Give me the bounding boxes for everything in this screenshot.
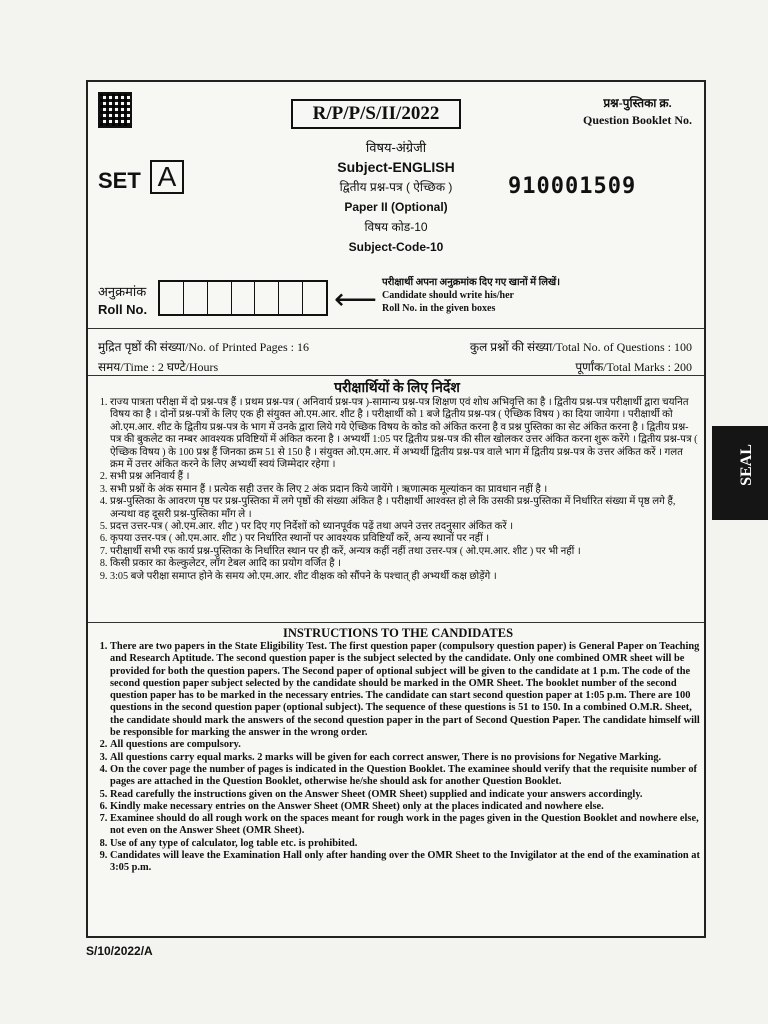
instruction-item: 9. Candidates will leave the Examination Hall only after handing over the OMR Sheet to the Invigilator at the end of the examination at 3:05 p.m. — [110, 850, 700, 875]
divider — [88, 622, 704, 623]
printed-pages: मुद्रित पृष्ठों की संख्या/No. of Printed Pages : 16 — [98, 340, 310, 354]
instruction-item: 1. There are two papers in the State Eligibility Test. The first question paper (compulsory question paper) is General Paper on Teaching and Research Aptitude. The second question paper is the subject selected by the candidate. Only one combined OMR sheet will be provided for both the question papers. The Second paper of optional subject will be given to the candidate at 1 p.m. The code of the second question paper subject selected by the candidate should be marked in the OMR Sheet. The booklet number of the second question paper has to be marked in the necessary entries. The candidate can start second question paper at 1:05 p.m. There are 100 questions in the second question paper (optional subject). The sequence of these questions is 51 to 150. In a combined O.M.R. Sheet, the candidate should mark the answers of the second question paper in the part of Second Question Paper. The candidate himself will be responsible for marking the answer in the wrong order. — [110, 641, 700, 739]
booklet-number: 910001509 — [508, 174, 637, 199]
divider — [88, 375, 704, 376]
instruction-item: 4. On the cover page the number of pages is indicated in the Question Booklet. The examinee should verify that the requisite number of pages are attached in the Question Booklet, otherwise he/she should ask for another Question Booklet. — [110, 764, 700, 789]
paper-code: R/P/P/S/II/2022 — [291, 99, 461, 129]
instruction-item: 7. Examinee should do all rough work on the spaces meant for rough work in the pages given in the Question Booklet and nowhere else, not even on the Answer Sheet (OMR Sheet). — [110, 813, 700, 838]
instruction-item: 8. किसी प्रकार का केल्कुलेटर, लॉग टेबल आदि का प्रयोग वर्जित है । — [110, 558, 698, 570]
booklet-label-english: Question Booklet No. — [582, 113, 692, 127]
instruction-item: 6. कृपया उत्तर-पत्र ( ओ.एम.आर. शीट ) पर निर्धारित स्थानों पर आवश्यक प्रविष्टियाँ करें, अन्य स्थानों पर नहीं । — [110, 533, 698, 545]
roll-digit-box[interactable] — [255, 282, 279, 314]
roll-digit-box[interactable] — [232, 282, 256, 314]
roll-digit-box[interactable] — [184, 282, 208, 314]
seal-label: SEAL — [737, 444, 755, 486]
roll-label-english: Roll No. — [98, 302, 148, 317]
footer-code: S/10/2022/A — [86, 944, 153, 958]
roll-note-english-1: Candidate should write his/her — [382, 290, 514, 301]
qr-code — [98, 92, 132, 128]
instruction-item: 4. प्रश्न-पुस्तिका के आवरण पृष्ठ पर प्रश्न-पुस्तिका में लगे पृष्ठों की संख्या अंकित है । परीक्षार्थी आश्वस्त हो ले कि उसकी प्रश्न-पुस्तिका में निर्धारित संख्या में पृष्ठ लगे हैं, अन्यथा वह दूसरी प्रश्न-पुस्तिका माँग ले । — [110, 496, 698, 521]
paper-english: Paper II (Optional) — [344, 200, 448, 214]
booklet-label-hindi: प्रश्न-पुस्तिका क्र. — [603, 96, 672, 110]
english-instructions — [96, 626, 700, 875]
instruction-item: 5. प्रदत्त उत्तर-पत्र ( ओ.एम.आर. शीट ) पर दिए गए निर्देशों को ध्यानपूर्वक पढ़ें तथा अपने उत्तर तदनुसार अंकित करें । — [110, 521, 698, 533]
booklet-label-block — [583, 94, 692, 128]
question-booklet-cover — [86, 80, 706, 938]
subject-code-hindi: विषय कोड-10 — [364, 220, 428, 234]
hindi-instructions-list — [96, 397, 698, 583]
set-value: A — [150, 160, 184, 194]
instruction-item: 9. 3:05 बजे परीक्षा समाप्त होने के समय ओ.एम.आर. शीट वीक्षक को सौंपने के पश्चात् ही अभ्यर्थी कक्ष छोड़ेंगे । — [110, 571, 698, 583]
roll-digit-box[interactable] — [160, 282, 184, 314]
set-label: SET — [98, 168, 141, 193]
roll-digit-box[interactable] — [303, 282, 326, 314]
english-instructions-list — [96, 641, 700, 875]
instruction-item: 3. All questions carry equal marks. 2 marks will be given for each correct answer, There is no provisions for Negative Marking. — [110, 752, 700, 764]
paper-hindi: द्वितीय प्रश्न-पत्र ( ऐच्छिक ) — [339, 180, 453, 194]
roll-digit-box[interactable] — [279, 282, 303, 314]
roll-note-hindi: परीक्षार्थी अपना अनुक्रमांक दिए गए खानों में लिखें। — [382, 277, 560, 288]
instruction-item: 3. सभी प्रश्नों के अंक समान हैं । प्रत्येक सही उत्तर के लिए 2 अंक प्रदान किये जायेंगे । ऋणात्मक मूल्यांकन का प्रावधान नहीं है । — [110, 484, 698, 496]
roll-note-english-2: Roll No. in the given boxes — [382, 303, 496, 314]
instruction-item: 2. All questions are compulsory. — [110, 739, 700, 751]
subject-english: Subject-ENGLISH — [337, 159, 455, 175]
english-instructions-heading: INSTRUCTIONS TO THE CANDIDATES — [282, 626, 514, 640]
divider — [88, 328, 704, 329]
instruction-item: 6. Kindly make necessary entries on the Answer Sheet (OMR Sheet) only at the places indicated and nowhere else. — [110, 801, 700, 813]
total-questions: कुल प्रश्नों की संख्या/Total No. of Questions : 100 — [469, 340, 692, 354]
roll-label-hindi: अनुक्रमांक — [98, 284, 147, 299]
instruction-item: 1. राज्य पात्रता परीक्षा में दो प्रश्न-पत्र हैं । प्रथम प्रश्न-पत्र ( अनिवार्य प्रश्न-पत्र )-सामान्य प्रश्न-पत्र शिक्षण एवं शोध अभिवृत्ति का है । द्वितीय प्रश्न-पत्र परीक्षार्थी द्वारा चयनित विषय का है । दोनों प्रश्न-पत्रों के लिए एक ही संयुक्त ओ.एम.आर. शीट है । परीक्षार्थी को 1 बजे द्वितीय प्रश्न-पत्र ( ऐच्छिक विषय ) का दिया जायेगा । परीक्षार्थी को ओ.एम.आर. शीट के द्वितीय प्रश्न-पत्र के भाग में उनके द्वारा लिये गये ऐच्छिक विषय के कोड को अंकित करना है व प्रश्न पुस्तिका का सेट अंकित करना है । द्वितीय प्रश्न-पत्र की बुकलेट का नम्बर आवश्यक प्रविष्टियों में अंकित करना है । अभ्यर्थी 1:05 पर द्वितीय प्रश्न-पत्र की सील खोलकर उत्तर अंकित करना शुरू करेंगे । द्वितीय प्रश्न-पत्र ( ऐच्छिक विषय ) के 100 प्रश्न हैं जिनका क्रम 51 से 150 है । संयुक्त ओ.एम.आर. में अभ्यर्थी द्वितीय प्रश्न-पत्र वाले भाग में द्वितीय प्रश्न-पत्र के उत्तर अंकित करें । गलत क्रम में उत्तर अंकित करने के लिए अभ्यर्थी स्वयं जिम्मेदार रहेगा । — [110, 397, 698, 471]
subject-code-english: Subject-Code-10 — [348, 240, 444, 254]
left-arrow-icon: ⟵ — [334, 283, 378, 316]
hindi-instructions-heading: परीक्षार्थियों के लिए निर्देश — [334, 381, 460, 396]
instruction-item: 5. Read carefully the instructions given on the Answer Sheet (OMR Sheet) supplied and indicate your answers accordingly. — [110, 789, 700, 801]
instruction-item: 2. सभी प्रश्न अनिवार्य हैं । — [110, 471, 698, 483]
roll-digit-box[interactable] — [208, 282, 232, 314]
time-allowed: समय/Time : 2 घण्टे/Hours — [98, 360, 219, 374]
seal-tab — [712, 426, 768, 520]
roll-number-boxes[interactable] — [158, 280, 328, 316]
hindi-instructions — [96, 378, 698, 583]
total-marks: पूर्णांक/Total Marks : 200 — [575, 360, 692, 374]
subject-hindi: विषय-अंग्रेजी — [365, 140, 427, 155]
instruction-item: 8. Use of any type of calculator, log table etc. is prohibited. — [110, 838, 700, 850]
instruction-item: 7. परीक्षार्थी सभी रफ कार्य प्रश्न-पुस्तिका के निर्धारित स्थान पर ही करें, अन्यत्र कहीं नहीं तथा उत्तर-पत्र ( ओ.एम.आर. शीट ) पर भी नहीं । — [110, 546, 698, 558]
roll-note — [382, 276, 560, 315]
